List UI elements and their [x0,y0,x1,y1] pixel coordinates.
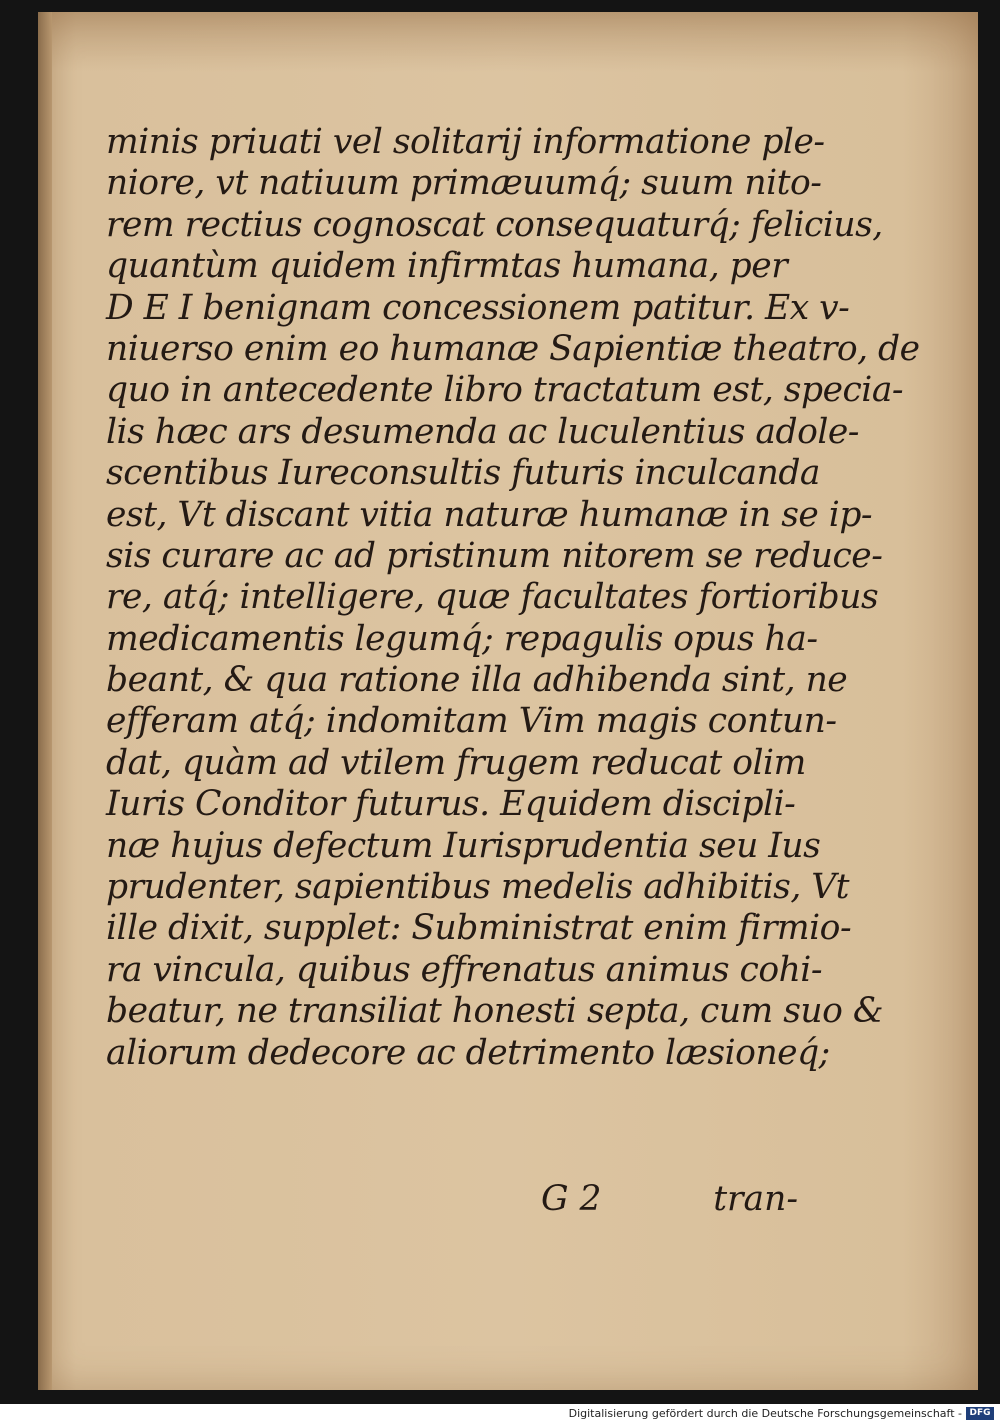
digitization-footer-bar [0,1404,1000,1424]
dfg-logo-icon: DFG [966,1407,994,1420]
text-line: re, atq́; intelligere, quæ facultates fortioribus [106,577,879,618]
text-line: næ hujus defectum Iurisprudentia seu Ius [106,825,821,866]
body-text [106,122,920,1074]
text-line: ille dixit, supplet: Subministrat enim firmio- [106,908,852,949]
book-page [38,12,978,1390]
text-line: est, Vt discant vitia naturæ humanæ in se ip- [106,494,873,535]
text-line: rem rectius cognoscat consequaturq́; felicius, [106,204,883,245]
text-line: niore, vt natiuum primæuumq́; suum nito- [106,163,822,204]
page-footer-line [106,1179,826,1223]
catchword: tran- [713,1179,798,1219]
text-line: scentibus Iureconsultis futuris inculcanda [106,453,820,494]
text-line: quo in antecedente libro tractatum est, specia- [106,370,904,411]
text-line: efferam atq́; indomitam Vim magis contun- [106,701,837,742]
page-gutter-edge [38,12,52,1390]
signature-mark: G 2 [541,1179,602,1219]
text-line: prudenter, sapientibus medelis adhibitis, Vt [106,867,850,908]
text-line: Iuris Conditor futurus. Equidem discipli- [106,784,796,825]
digitization-notice: Digitalisierung gefördert durch die Deutsche Forschungsgemeinschaft - [568,1407,962,1420]
text-line: lis hæc ars desumenda ac luculentius adole- [106,411,859,452]
text-line: aliorum dedecore ac detrimento læsioneq́; [106,1032,830,1073]
text-line: beant, & qua ratione illa adhibenda sint, ne [106,660,848,701]
text-line: minis priuati vel solitarij informatione ple- [106,122,825,162]
text-line: beatur, ne transiliat honesti septa, cum suo & [106,991,884,1032]
text-line: ra vincula, quibus effrenatus animus cohi- [106,949,822,990]
text-line: quantùm quidem infirmtas humana, per [106,246,788,287]
text-line: sis curare ac ad pristinum nitorem se reduce- [106,535,883,576]
text-line: D E I benignam concessionem patitur. Ex v- [106,287,850,328]
text-line: niuerso enim eo humanæ Sapientiæ theatro, de [106,328,920,369]
text-line: dat, quàm ad vtilem frugem reducat olim [106,742,806,783]
text-line: medicamentis legumq́; repagulis opus ha- [106,618,818,659]
